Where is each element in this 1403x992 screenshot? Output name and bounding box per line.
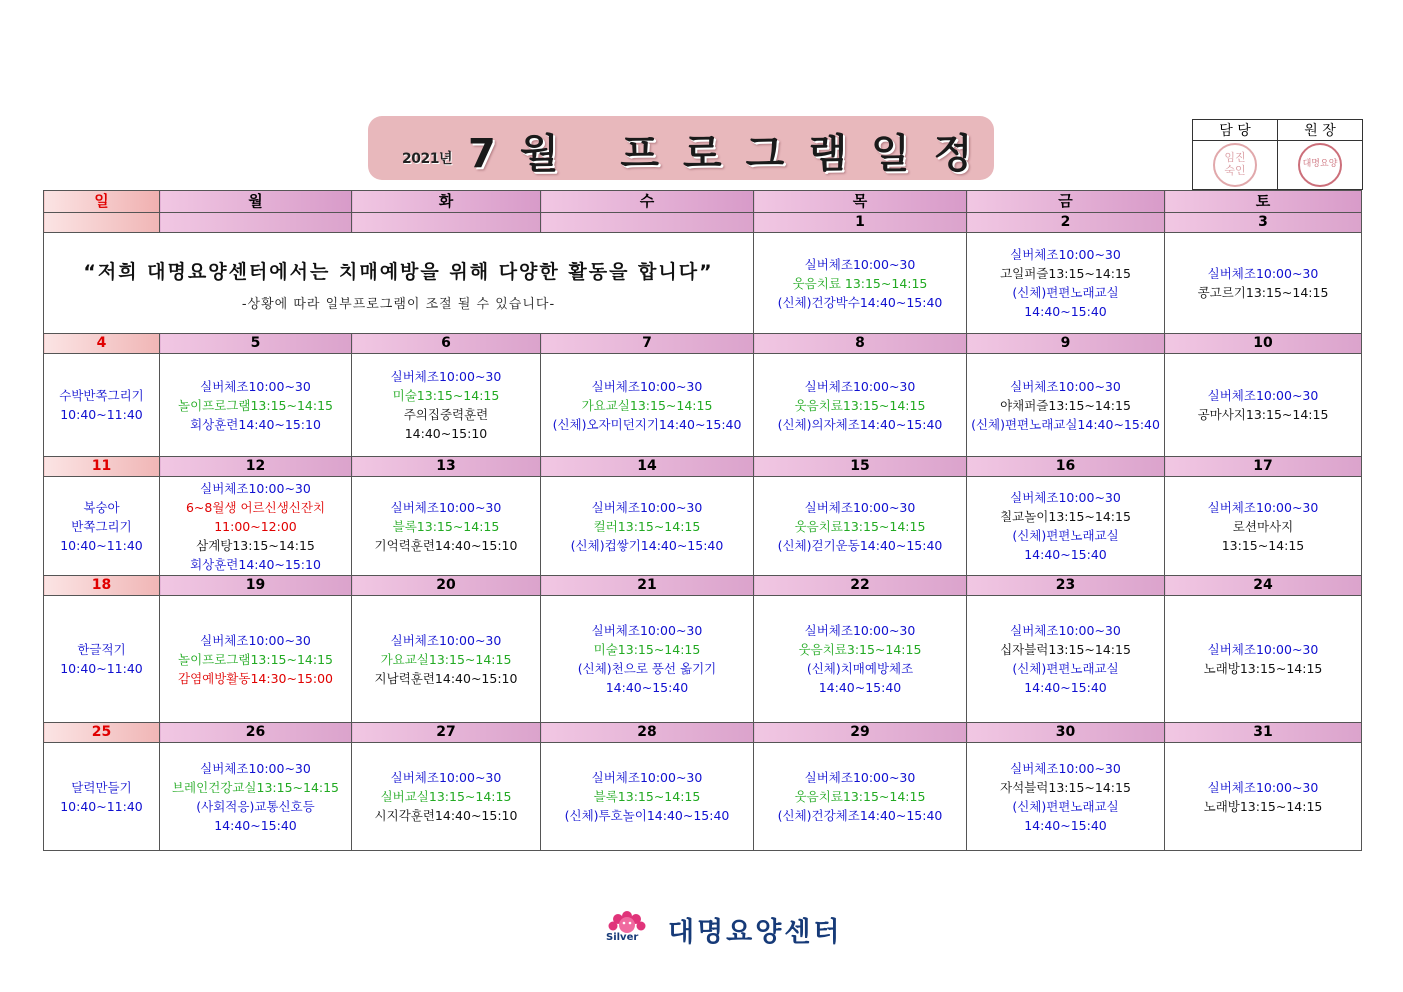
- weekday-wed: 수: [541, 191, 754, 213]
- date-row: [44, 334, 1362, 354]
- date-number-mon: 26: [160, 723, 352, 743]
- schedule-row: [44, 596, 1362, 723]
- program-item: (신체)오자미던지기14:40~15:40: [552, 416, 742, 432]
- staff-seal-icon: 임진 숙인: [1213, 143, 1257, 187]
- program-item: 자석블럭13:15~14:15: [1000, 779, 1131, 795]
- date-number-sun: 25: [44, 723, 160, 743]
- date-number-fri: 23: [967, 576, 1165, 596]
- program-item: 지남력훈련14:40~15:10: [374, 670, 518, 686]
- approval-box: [1192, 119, 1363, 190]
- date-number-tue: 6: [352, 334, 541, 354]
- day-cell-sun: [44, 477, 160, 576]
- program-item: 웃음치료13:15~14:15: [794, 789, 926, 804]
- brand-name: 대명요양센터: [668, 917, 843, 948]
- program-item: 수박반쪽그리기: [59, 388, 144, 403]
- program-item: 블록13:15~14:15: [392, 518, 500, 534]
- date-row: [44, 457, 1362, 477]
- program-item: 실버체조10:00~30: [200, 760, 311, 776]
- program-item: 공마사지13:15~14:15: [1197, 407, 1329, 422]
- date-number-tue: 20: [352, 576, 541, 596]
- program-item: 회상훈련14:40~15:10: [190, 416, 321, 432]
- program-item: (신체)걷기운동14:40~15:40: [777, 537, 943, 553]
- date-number-tue: [352, 213, 541, 233]
- day-cell-thu: [754, 233, 967, 334]
- program-item: 반쪽그리기: [71, 518, 132, 534]
- date-number-mon: 12: [160, 457, 352, 477]
- program-item: 10:40~11:40: [60, 537, 143, 553]
- program-item: 실버체조10:00~30: [804, 623, 916, 638]
- program-item: 웃음치료13:15~14:15: [794, 518, 926, 534]
- program-item: 실버체조10:00~30: [591, 499, 703, 515]
- program-item: 실버교실13:15~14:15: [380, 789, 512, 804]
- weekday-thu: 목: [754, 191, 967, 213]
- program-item: 14:40~15:40: [1024, 680, 1107, 695]
- program-item: 14:40~15:40: [1024, 817, 1107, 833]
- program-item: 노래방13:15~14:15: [1203, 661, 1323, 676]
- program-item: 11:00~12:00: [214, 518, 297, 534]
- program-item: 실버체조10:00~30: [1207, 642, 1319, 657]
- date-number-sat: 3: [1165, 213, 1362, 233]
- day-cell-sat: [1165, 354, 1362, 457]
- program-item: 실버체조10:00~30: [390, 632, 502, 648]
- weekday-tue: 화: [352, 191, 541, 213]
- program-item: 실버체조10:00~30: [804, 378, 916, 394]
- date-number-sun: [44, 213, 160, 233]
- program-item: 10:40~11:40: [60, 661, 143, 676]
- program-item: 실버체조10:00~30: [1207, 779, 1319, 795]
- program-item: 14:40~15:40: [818, 680, 902, 695]
- program-item: (신체)편편노래교실: [1012, 661, 1119, 676]
- day-cell-tue: [352, 596, 541, 723]
- program-item: (신체)의자체조14:40~15:40: [777, 416, 943, 432]
- program-item: 실버체조10:00~30: [200, 378, 311, 394]
- year-label: 2021년: [402, 151, 452, 167]
- program-item: 십자블럭13:15~14:15: [1000, 642, 1131, 657]
- program-item: (신체)편편노래교실: [1012, 285, 1119, 300]
- program-item: 실버체조10:00~30: [390, 369, 502, 384]
- date-number-sun: 18: [44, 576, 160, 596]
- day-cell-tue: [352, 354, 541, 457]
- date-number-wed: 14: [541, 457, 754, 477]
- day-cell-wed: [541, 354, 754, 457]
- program-item: 야채퍼즐13:15~14:15: [1000, 397, 1131, 413]
- program-item: (신체)천으로 풍선 옮기기: [577, 661, 717, 676]
- day-cell-fri: [967, 354, 1165, 457]
- logo-tag: Silver: [606, 932, 639, 943]
- date-number-thu: 1: [754, 213, 967, 233]
- program-item: 가요교실13:15~14:15: [581, 397, 713, 413]
- date-number-fri: 9: [967, 334, 1165, 354]
- program-item: 웃음치료 13:15~14:15: [792, 275, 928, 291]
- day-cell-thu: [754, 743, 967, 851]
- director-stamp-cell: [1278, 141, 1363, 190]
- date-number-sat: 17: [1165, 457, 1362, 477]
- day-cell-wed: [541, 596, 754, 723]
- date-number-thu: 15: [754, 457, 967, 477]
- intro-note: -상황에 따라 일부프로그램이 조절 될 수 있습니다-: [241, 296, 556, 312]
- schedule-row: [44, 477, 1362, 576]
- program-item: 복숭아: [83, 499, 120, 515]
- program-item: (신체)컵쌓기14:40~15:40: [570, 537, 724, 553]
- date-number-sat: 24: [1165, 576, 1362, 596]
- program-item: 노래방13:15~14:15: [1203, 798, 1323, 814]
- program-item: 10:40~11:40: [60, 407, 143, 422]
- day-cell-thu: [754, 354, 967, 457]
- program-item: 기억력훈련14:40~15:10: [374, 537, 518, 553]
- approval-label-staff: 담 당: [1193, 120, 1278, 141]
- program-item: 실버체조10:00~30: [1010, 378, 1121, 394]
- date-number-sun: 11: [44, 457, 160, 477]
- program-item: 로션마사지: [1232, 518, 1294, 534]
- program-item: 달력만들기: [71, 779, 132, 795]
- program-item: 실버체조10:00~30: [1010, 247, 1121, 262]
- program-item: 웃음치료3:15~14:15: [798, 642, 922, 657]
- date-number-thu: 8: [754, 334, 967, 354]
- program-item: 13:15~14:15: [1221, 537, 1305, 553]
- day-cell-mon: [160, 743, 352, 851]
- program-item: 미술13:15~14:15: [593, 642, 701, 657]
- program-item: 실버체조10:00~30: [591, 623, 703, 638]
- date-number-wed: 21: [541, 576, 754, 596]
- program-item: 감염예방활동14:30~15:00: [178, 670, 333, 686]
- schedule-row: [44, 354, 1362, 457]
- day-cell-tue: [352, 743, 541, 851]
- program-item: 실버체조10:00~30: [390, 770, 502, 785]
- date-number-sat: 31: [1165, 723, 1362, 743]
- program-item: 가요교실13:15~14:15: [380, 651, 512, 667]
- program-item: 컬러13:15~14:15: [593, 518, 701, 534]
- program-item: 실버체조10:00~30: [591, 378, 703, 394]
- program-item: 실버체조10:00~30: [200, 480, 311, 496]
- program-item: 6~8월생 어르신생신잔치: [185, 499, 326, 515]
- approval-label-director: 원 장: [1278, 120, 1363, 141]
- program-item: 실버체조10:00~30: [804, 256, 916, 272]
- date-row: [44, 213, 1362, 233]
- program-item: (사회적응)교통신호등: [196, 798, 315, 814]
- program-item: 콩고르기13:15~14:15: [1197, 285, 1329, 300]
- day-cell-thu: [754, 477, 967, 576]
- day-cell-sun: [44, 596, 160, 723]
- day-cell-wed: [541, 477, 754, 576]
- day-cell-sat: [1165, 743, 1362, 851]
- program-item: (신체)치매예방체조: [806, 661, 914, 676]
- date-number-mon: 19: [160, 576, 352, 596]
- program-item: (신체)건강박수14:40~15:40: [777, 294, 943, 310]
- program-item: 실버체조10:00~30: [1010, 623, 1121, 638]
- director-seal-icon: 대명요양: [1298, 143, 1342, 187]
- program-item: 주의집중력훈련: [403, 407, 489, 422]
- program-item: (신체)투호놀이14:40~15:40: [564, 808, 730, 823]
- program-item: 14:40~15:40: [1024, 304, 1107, 319]
- program-item: 놀이프로그램13:15~14:15: [178, 397, 333, 413]
- program-item: 실버체조10:00~30: [1207, 388, 1319, 403]
- intro-cell: [44, 233, 754, 334]
- day-cell-tue: [352, 477, 541, 576]
- program-item: 회상훈련14:40~15:10: [190, 556, 321, 572]
- day-cell-mon: [160, 596, 352, 723]
- date-number-fri: 2: [967, 213, 1165, 233]
- program-item: 14:40~15:40: [605, 680, 689, 695]
- program-calendar: [43, 190, 1362, 851]
- program-item: 실버체조10:00~30: [591, 770, 703, 785]
- date-number-wed: 7: [541, 334, 754, 354]
- program-item: 10:40~11:40: [60, 798, 143, 814]
- day-cell-sat: [1165, 477, 1362, 576]
- program-item: (신체)건강체조14:40~15:40: [777, 808, 943, 823]
- date-number-thu: 22: [754, 576, 967, 596]
- program-item: 실버체조10:00~30: [1207, 499, 1319, 515]
- day-cell-wed: [541, 743, 754, 851]
- program-item: 삼계탕13:15~14:15: [196, 537, 315, 553]
- program-item: 블록13:15~14:15: [593, 789, 701, 804]
- day-cell-fri: [967, 477, 1165, 576]
- program-item: (신체)편편노래교실14:40~15:40: [971, 416, 1160, 432]
- date-row: [44, 723, 1362, 743]
- weekday-sun: 일: [44, 191, 160, 213]
- date-number-mon: [160, 213, 352, 233]
- day-cell-fri: [967, 596, 1165, 723]
- weekday-sat: 토: [1165, 191, 1362, 213]
- program-item: 실버체조10:00~30: [200, 632, 311, 648]
- day-cell-fri: [967, 233, 1165, 334]
- date-number-sat: 10: [1165, 334, 1362, 354]
- weekday-mon: 월: [160, 191, 352, 213]
- date-number-tue: 27: [352, 723, 541, 743]
- day-cell-sat: [1165, 596, 1362, 723]
- staff-stamp-cell: [1193, 141, 1278, 190]
- date-number-tue: 13: [352, 457, 541, 477]
- date-number-wed: [541, 213, 754, 233]
- date-row: [44, 576, 1362, 596]
- program-item: 고일퍼즐13:15~14:15: [1000, 266, 1131, 281]
- page-title: 7월 프로그램일정: [468, 131, 997, 177]
- program-item: 실버체조10:00~30: [1010, 760, 1121, 776]
- program-item: 놀이프로그램13:15~14:15: [178, 651, 333, 667]
- program-item: (신체)편편노래교실: [1012, 528, 1119, 543]
- program-item: 칠교놀이13:15~14:15: [1000, 509, 1131, 524]
- program-item: 14:40~15:40: [1024, 547, 1107, 562]
- day-cell-sun: [44, 354, 160, 457]
- schedule-row: [44, 743, 1362, 851]
- day-cell-thu: [754, 596, 967, 723]
- program-item: 14:40~15:10: [404, 426, 488, 441]
- program-item: 브레인건강교실13:15~14:15: [171, 779, 340, 795]
- program-item: 한글적기: [77, 642, 126, 657]
- intro-message: “저희 대명요양센터에서는 치매예방을 위해 다양한 활동을 합니다”: [83, 260, 714, 283]
- date-number-fri: 30: [967, 723, 1165, 743]
- title-banner: [368, 116, 997, 180]
- program-item: 실버체조10:00~30: [390, 499, 502, 515]
- day-cell-mon: [160, 354, 352, 457]
- weekday-header-row: [44, 191, 1362, 213]
- program-item: 실버체조10:00~30: [804, 499, 916, 515]
- date-number-sun: 4: [44, 334, 160, 354]
- date-number-mon: 5: [160, 334, 352, 354]
- program-item: 실버체조10:00~30: [804, 770, 916, 785]
- program-item: 14:40~15:40: [214, 817, 297, 833]
- day-cell-fri: [967, 743, 1165, 851]
- schedule-row: [44, 233, 1362, 334]
- program-item: 웃음치료13:15~14:15: [794, 397, 926, 413]
- day-cell-sun: [44, 743, 160, 851]
- program-item: (신체)편편노래교실: [1012, 798, 1119, 814]
- date-number-fri: 16: [967, 457, 1165, 477]
- program-item: 시지각훈련14:40~15:10: [374, 808, 518, 823]
- program-item: 미술13:15~14:15: [392, 388, 500, 403]
- weekday-fri: 금: [967, 191, 1165, 213]
- date-number-thu: 29: [754, 723, 967, 743]
- day-cell-mon: [160, 477, 352, 576]
- program-item: 실버체조10:00~30: [1010, 490, 1121, 505]
- program-item: 실버체조10:00~30: [1207, 266, 1319, 281]
- date-number-wed: 28: [541, 723, 754, 743]
- day-cell-sat: [1165, 233, 1362, 334]
